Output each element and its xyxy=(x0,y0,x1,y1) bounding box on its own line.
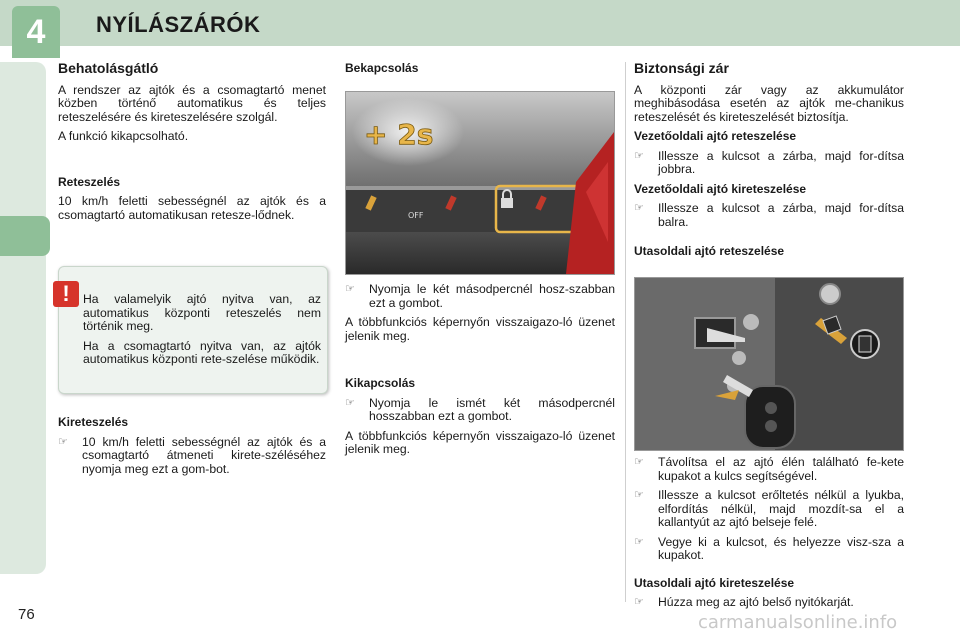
off-label: OFF xyxy=(408,211,424,220)
warning-icon: ! xyxy=(53,281,79,307)
plus-2s-badge: + 2s xyxy=(364,118,434,151)
section-title-locking: Reteszelés xyxy=(58,174,121,189)
column-intrusion-lock xyxy=(58,62,326,228)
passenger-step-1: ☞ Távolítsa el az ajtó élén található fe-kete kupakot a kulcs segítségével. xyxy=(634,455,904,483)
section-title-passenger-lock: Utasoldali ajtó reteszelése xyxy=(634,244,785,258)
column-unlocking xyxy=(58,416,326,482)
pointing-hand-icon: ☞ xyxy=(345,396,355,409)
pointing-hand-icon: ☞ xyxy=(345,283,355,295)
pointing-hand-icon: ☞ xyxy=(634,596,644,608)
section-title-safety-lock: Biztonsági zár xyxy=(634,60,729,76)
page-number: 76 xyxy=(18,606,35,623)
section-title-intrusion: Behatolásgátló xyxy=(58,60,159,76)
intrusion-disable-note: A funkció kikapcsolható. xyxy=(58,129,189,143)
pointing-hand-icon: ☞ xyxy=(634,489,644,501)
dashboard-button-illustration xyxy=(346,92,614,274)
unlocking-step: ☞ 10 km/h feletti sebességnél az ajtók és a csomagtartó átmeneti kirete-széléséhez nyomja meg ezt a gom-bot. xyxy=(58,434,326,476)
column-activation xyxy=(345,62,615,82)
pointing-hand-icon: ☞ xyxy=(634,456,644,468)
activation-step: ☞ Nyomja le két másodpercnél hosz-szabban ezt a gombot. xyxy=(345,282,615,310)
column-divider xyxy=(625,62,626,602)
chapter-number: 4 xyxy=(12,6,60,58)
section-title-passenger-unlock: Utasoldali ajtó kireteszelése xyxy=(634,575,795,590)
door-edge-key-image xyxy=(634,277,904,451)
warning-text-door: Ha valamelyik ajtó nyitva van, az automatikus központi reteszelés nem történik meg. xyxy=(83,292,321,333)
lock-button-image xyxy=(345,91,615,275)
column-safety-lock xyxy=(634,62,904,265)
safety-lock-description: A központi zár vagy az akkumulátor meghibásodása esetén az ajtók me-chanikus reteszelését és kireteszelését biztosítja. xyxy=(634,82,904,124)
side-tab-marker xyxy=(0,216,50,256)
passenger-unlock-step: ☞ Húzza meg az ajtó belső nyitókarját. xyxy=(634,595,854,609)
passenger-steps xyxy=(634,456,904,616)
watermark: carmanualsonline.info xyxy=(698,612,898,633)
section-title-driver-lock: Vezetőoldali ajtó reteszelése xyxy=(634,129,797,143)
pointing-hand-icon: ☞ xyxy=(634,202,644,214)
pointing-hand-icon: ☞ xyxy=(58,435,68,448)
door-key-illustration xyxy=(635,278,903,450)
pointing-hand-icon: ☞ xyxy=(634,535,644,548)
side-strip xyxy=(0,62,46,574)
section-title-unlocking: Kireteszelés xyxy=(58,415,129,429)
intrusion-description: A rendszer az ajtók és a csomagtartó menet közben történő automatikus és teljes reteszelésére és kireteszelésére szolgál. xyxy=(58,82,326,124)
locking-description: 10 km/h feletti sebességnél az ajtók és a csomagtartó automatikusan retesze-lődnek. xyxy=(58,194,326,222)
deactivation-step: ☞ Nyomja le ismét két másodpercnél hosszabban ezt a gombot. xyxy=(345,395,615,423)
section-title-deactivation: Kikapcsolás xyxy=(345,376,416,390)
warning-box xyxy=(58,266,328,394)
pointing-hand-icon: ☞ xyxy=(634,149,644,162)
activation-steps xyxy=(345,283,615,463)
warning-text-trunk: Ha a csomagtartó nyitva van, az ajtók automatikus központi rete-szelése működik. xyxy=(83,338,321,366)
section-title-activation: Bekapcsolás xyxy=(345,61,419,75)
passenger-step-3: ☞ Vegye ki a kulcsot, és helyezze visz-sza a kupakot. xyxy=(634,534,904,562)
deactivation-confirmation: A többfunkciós képernyőn visszaigazo-ló üzenet jelenik meg. xyxy=(345,428,615,456)
activation-confirmation: A többfunkciós képernyőn visszaigazo-ló üzenet jelenik meg. xyxy=(345,315,615,343)
driver-unlock-step: ☞ Illessze a kulcsot a zárba, majd for-dítsa balra. xyxy=(634,201,904,229)
section-title-driver-unlock: Vezetőoldali ajtó kireteszelése xyxy=(634,181,807,196)
passenger-step-2: ☞ Illessze a kulcsot erőltetés nélkül a lyukba, elfordítás nélkül, majd mozdít-sa el a kallantyút az ajtó belseje felé. xyxy=(634,488,904,529)
page-title: NYÍLÁSZÁRÓK xyxy=(96,12,261,37)
driver-lock-step: ☞ Illessze a kulcsot a zárba, majd for-dítsa jobbra. xyxy=(634,148,904,176)
